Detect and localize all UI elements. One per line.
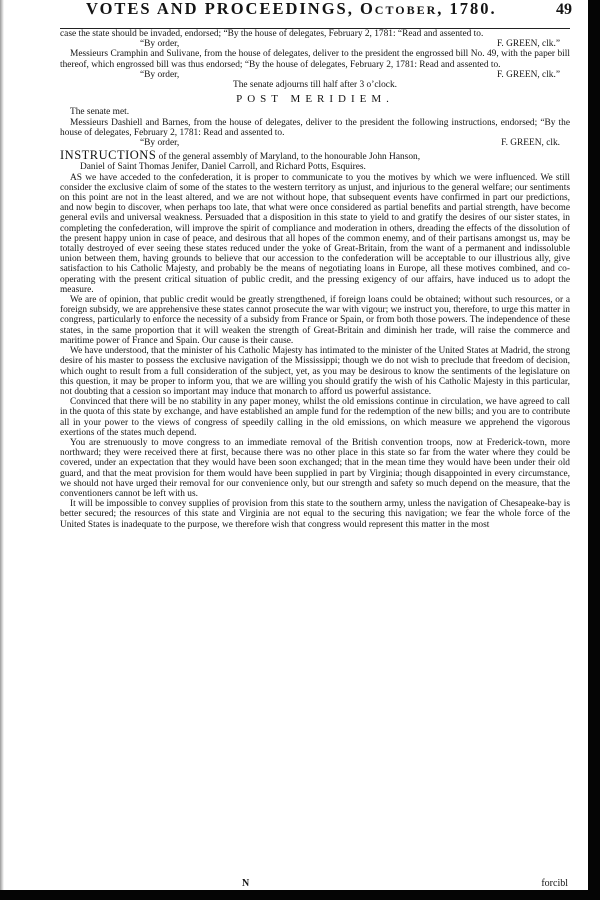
signature-by: “By order, [140, 138, 180, 149]
signature-by: “By order, [140, 39, 180, 50]
paragraph: Convinced that there will be no stability in any paper money, whilst the old emissions continue in circulation, we have agreed to call in the quota of this state by exchange, and have established an ample fund for the redemption of the new bills; and you are to contribute all in your power to the views of congress of speedily calling in the old emissions, on which measure we apprehend the vigorous exertions of the states much depend. [60, 397, 570, 438]
page-content [60, 0, 570, 530]
paragraph: You are strenuously to move congress to an immediate removal of the British convention troops, now at Frederick-town, more northward; they were received there at first, because there was no other place in this state so far from the water where they could be covered, under an expectation that they would have been soon exchanged; that in the mean time they would have been under their old guard, and that the meat provision for them would have been supplied in part by Virginia; though disappointed in every circumstance, we should not have urged their removal for our convenience only, but our strength and safety so much depend on the measure, that the conventioners cannot be left with us. [60, 437, 570, 499]
signature-line [140, 39, 560, 49]
signature-name: F. GREEN, clk.” [496, 69, 560, 80]
signature-by: “By order, [140, 69, 180, 80]
signature-line [140, 138, 560, 148]
paragraph: case the state should be invaded, endorsed; “By the house of delegates, February 2, 1781: “Read and assented to. [60, 29, 484, 39]
instructions-title-rest: of the general assembly of Maryland, to the honourable John Hanson, [158, 152, 421, 163]
scan-border-right [588, 0, 600, 900]
adjournment-line: The senate adjourns till half after 3 o’clock. [233, 80, 397, 91]
paragraph: We are of opinion, that public credit would be greatly strengthened, if foreign loans could be obtained; without such resources, or a foreign subsidy, we are apprehensive these states cannot prosecute the war with vigour; we instruct you, therefore, to urge this matter in congress, particularly to enforce the necessity of a subsidy from France or Spain, or from both those powers. The independence of these states, in the same proportion that it will weaken the strength of Great-Britain and diminish her trade, will raise the commerce and maritime power of France and Spain. Our cause is their cause. [60, 295, 570, 346]
printer-signature-mark: N [242, 878, 250, 889]
instructions-heading [60, 150, 570, 162]
running-head: VOTES AND PROCEEDINGS, October, 1780. [86, 0, 497, 18]
instructions-title: INSTRUCTIONS [60, 148, 157, 163]
signature-name: F. GREEN, clk.” [496, 39, 560, 50]
page-number: 49 [556, 1, 572, 18]
catchword: forcibl [541, 878, 568, 889]
paragraph: Messieurs Dashiell and Barnes, from the house of delegates, deliver to the president the following instructions, endorsed; “By the house of delegates, February 2, 1781: Read and assented to. [60, 117, 570, 138]
signature-line [140, 70, 560, 80]
paragraph: The senate met. [70, 107, 130, 118]
paragraph: AS we have acceded to the confederation, it is proper to communicate to you the motives by which we were influenced. We still consider the exclusive claim of some of the states to the western territory as unjust, and injurious to the general welfare; our sentiments on this point are not in the least altered, and we are not without hope, that subsequent events have confirmed in part our predictions, and now begin to discover, when perhaps too late, that what were once considered as partial benefits and partial strength, have become general evils and universal weakness. Persuaded that a disposition in this state to yield to and gratify the desires of our sister states, in completing the confederation, will improve the spirit of compliance and moderation in others, dreading the effects of the dissolution of the present happy union in case of peace, and desirous that all hopes of the common enemy, and of their partisans amongst us, may be totally destroyed of ever seeing these states reduced under the yoke of Great-Britain, from the want of a permanent and indissoluble union between them, having grounds to believe that our accession to the confederation will be acceptable to our illustrious ally, give satisfaction to his Catholic Majesty, and probably be the means of negotiating loans in Europe, all these motives combined, and co-operating with the present critical situation of public credit, and the pressing exigency of our affairs, have induced us to adopt the measure. [60, 172, 570, 295]
paragraph: It will be impossible to convey supplies of provision from this state to the southern army, unless the navigation of Chesapeake-bay is better secured; the resources of this state and Virginia are not equal to the securing this navigation; we fear the whole force of the United States is inadequate to the purpose, we therefore wish that congress would represent this matter in the most [60, 499, 570, 530]
section-heading: POST MERIDIEM. [236, 93, 394, 106]
paragraph: Messieurs Cramphin and Sulivane, from the house of delegates, deliver to the president the engrossed bill No. 49, with the paper bill thereof, which engrossed bill was thus endorsed; “By the house of delegates, February 2, 1781: Read and assented to. [60, 49, 570, 70]
scan-border-bottom [0, 890, 600, 900]
paragraph: We have understood, that the minister of his Catholic Majesty has intimated to the minister of the United States at Madrid, the strong desire of his master to possess the exclusive navigation of the Mississippi; though we do not wish to preclude that freedom of decision, which ought to result from a full consideration of the subject, yet, as you may be desirous to know the sentiments of the legislature on this question, it may be proper to inform you, that we are willing you should gratify the wish of his Catholic Majesty in this particular, not doubting that a cession so important may induce that monarch to afford us powerful assistance. [60, 346, 570, 397]
instructions-heading-line2: Daniel of Saint Thomas Jenifer, Daniel Carroll, and Richard Potts, Esquires. [80, 162, 366, 173]
page-edge-shadow [0, 0, 4, 900]
page-header [60, 2, 570, 29]
signature-name: F. GREEN, clk. [501, 138, 560, 149]
